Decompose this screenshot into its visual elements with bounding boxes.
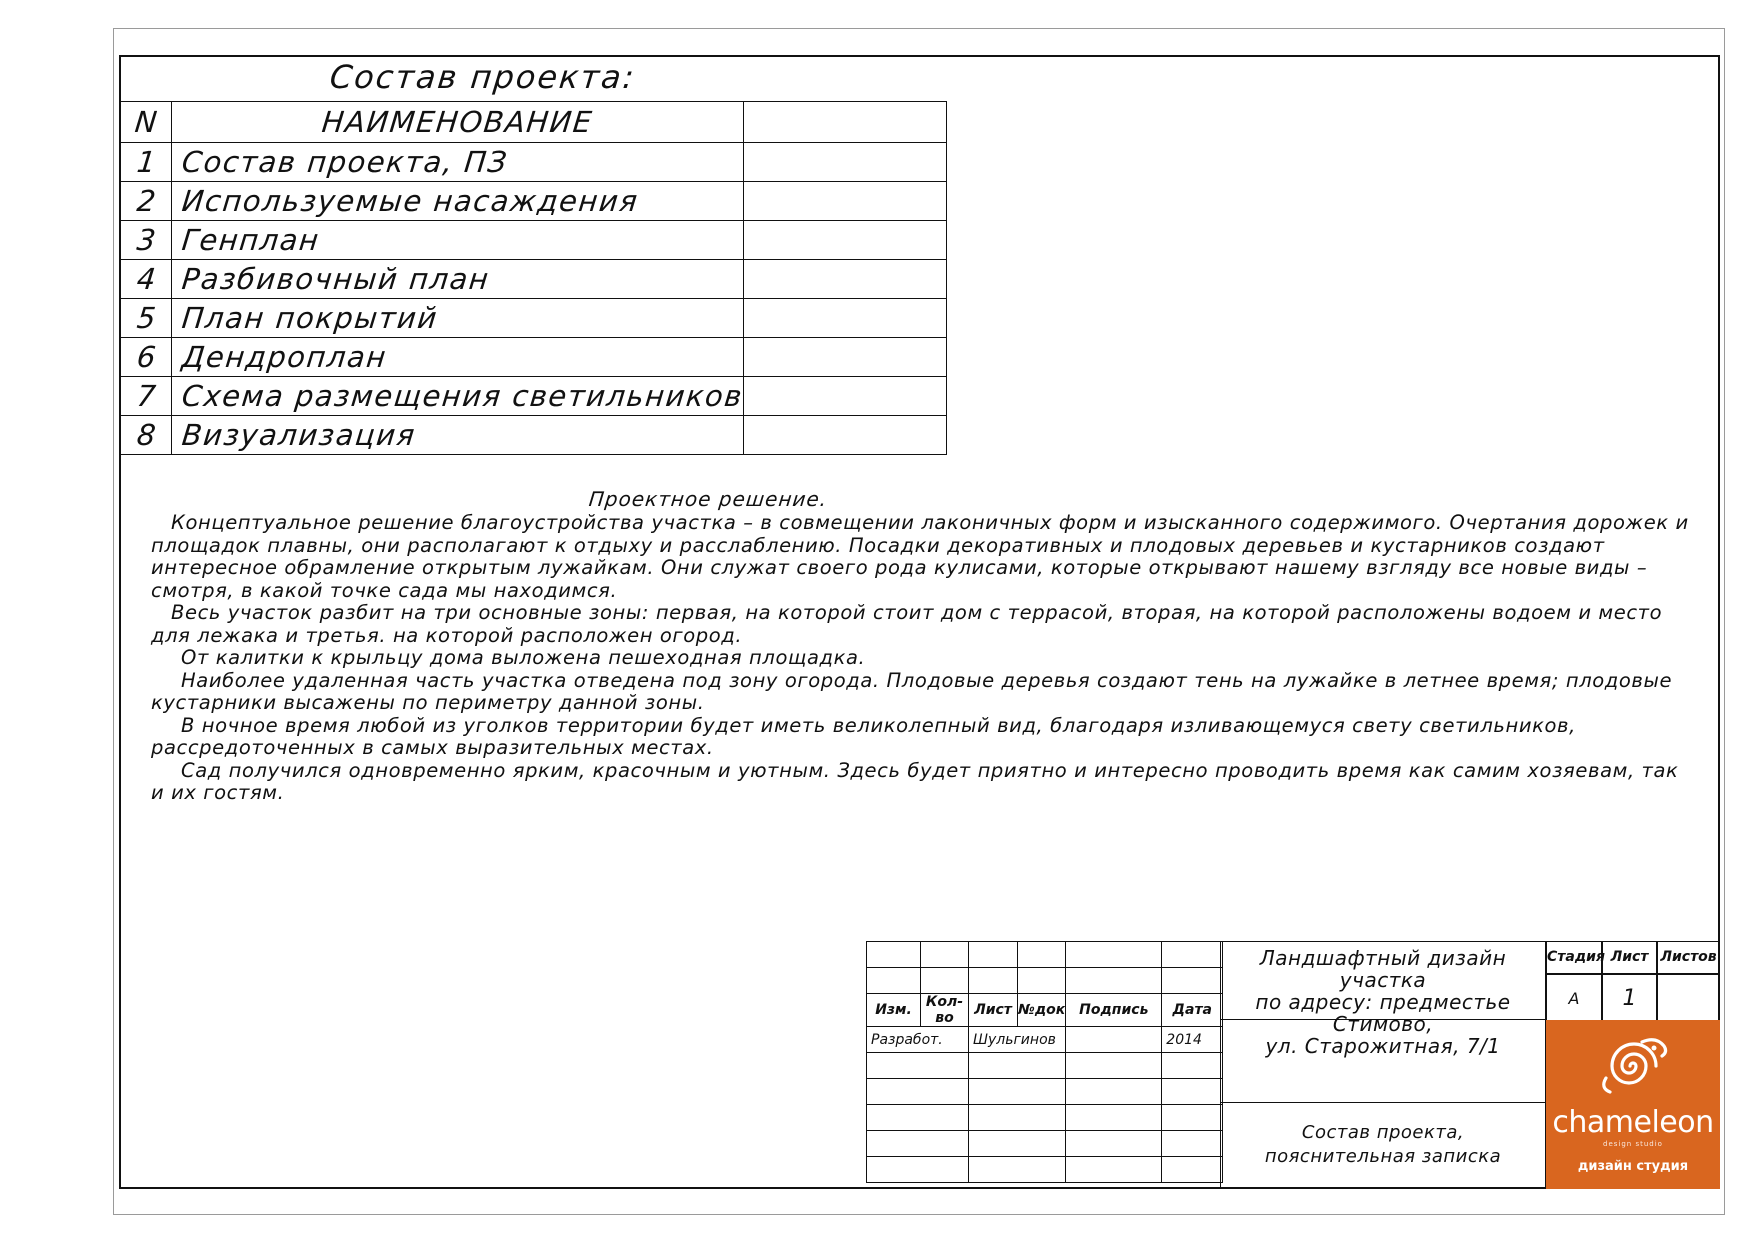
table-row bbox=[121, 377, 947, 416]
row-name: Дендроплан bbox=[172, 338, 744, 377]
developer-role: Разработ. bbox=[867, 1027, 969, 1053]
row-num: 8 bbox=[121, 416, 172, 455]
solution-paragraph: От калитки к крыльцу дома выложена пешеходная площадка. bbox=[181, 646, 866, 669]
logo-subtitle: design studio bbox=[1603, 1140, 1663, 1148]
row-num: 7 bbox=[121, 377, 172, 416]
composition-header-row bbox=[121, 102, 947, 143]
stage-label: Стадия bbox=[1546, 941, 1602, 974]
sheet-label: Лист bbox=[1602, 941, 1657, 974]
solution-paragraph: Наиболее удаленная часть участка отведена под зону огорода. Плодовые деревья создают тень на лужайке в летнее время; плодовые кустарники высажены по периметру данной зоны. bbox=[151, 668, 1673, 714]
row-note bbox=[743, 377, 946, 416]
row-name: Используемые насаждения bbox=[172, 182, 744, 221]
stamp-developer-row bbox=[867, 1027, 1223, 1053]
stamp-signature-grid bbox=[866, 941, 1223, 1183]
stamp-header-list: Лист bbox=[969, 994, 1018, 1027]
sheets-label: Листов bbox=[1657, 941, 1720, 974]
table-row bbox=[121, 182, 947, 221]
header-name: НАИМЕНОВАНИЕ bbox=[172, 102, 744, 143]
solution-paragraph: Весь участок разбит на три основные зоны: первая, на которой стоит дом с террасой, вторая, на которой расположены водоем и место для лежака и третья. на которой расположен огород. bbox=[151, 601, 1663, 647]
document-title-line: Состав проекта, bbox=[1301, 1122, 1465, 1143]
solution-text bbox=[151, 512, 1696, 805]
table-row bbox=[121, 221, 947, 260]
row-note bbox=[743, 260, 946, 299]
solution-paragraph: В ночное время любой из уголков территории будет иметь великолепный вид, благодаря изливающемуся свету светильников, рассредоточенных в самых выразительных местах. bbox=[151, 713, 1576, 759]
chameleon-spiral-icon bbox=[1546, 1020, 1720, 1110]
stamp-blank-cell bbox=[1220, 1020, 1546, 1103]
table-row bbox=[121, 260, 947, 299]
row-name: План покрытий bbox=[172, 299, 744, 338]
header-note bbox=[743, 102, 946, 143]
row-note bbox=[743, 299, 946, 338]
stamp-header-row bbox=[867, 994, 1223, 1027]
row-name: Схема размещения светильников bbox=[172, 377, 744, 416]
document-title bbox=[1220, 1103, 1546, 1189]
solution-paragraph: Концептуальное решение благоустройства участка – в совмещении лаконичных форм и изысканного содержимого. Очертания дорожек и площадок плавны, они располагают к отдыху и расслаблению. Посадки декоративных и плодовых деревьев и кустарников создают интересное обрамление открытым лужайкам. Они служат своего рода кулисами, которые открывают нашему взгляду все новые виды – смотря, в какой точке сада мы находимся. bbox=[151, 511, 1689, 602]
stage-value: А bbox=[1546, 974, 1602, 1023]
table-row bbox=[121, 338, 947, 377]
row-num: 6 bbox=[121, 338, 172, 377]
row-name: Визуализация bbox=[172, 416, 744, 455]
stamp-header-data: Дата bbox=[1162, 994, 1223, 1027]
table-row bbox=[121, 299, 947, 338]
row-note bbox=[743, 221, 946, 260]
row-name: Генплан bbox=[172, 221, 744, 260]
solution-paragraph: Сад получился одновременно ярким, красочным и уютным. Здесь будет приятно и интересно проводить время как самим хозяевам, так и их гостям. bbox=[151, 758, 1679, 804]
table-row bbox=[121, 143, 947, 182]
sheet-value: 1 bbox=[1602, 974, 1657, 1023]
row-name: Состав проекта, ПЗ bbox=[172, 143, 744, 182]
row-num: 3 bbox=[121, 221, 172, 260]
project-title bbox=[1220, 941, 1546, 1058]
stamp-header-kol: Кол-во bbox=[921, 994, 969, 1027]
developer-name: Шульгинов bbox=[969, 1027, 1066, 1053]
composition-table bbox=[120, 101, 947, 455]
project-title-line: по адресу: предместье Стимово, bbox=[1255, 990, 1511, 1036]
row-name: Разбивочный план bbox=[172, 260, 744, 299]
table-row bbox=[121, 416, 947, 455]
stamp-header-ndok: №док bbox=[1018, 994, 1066, 1027]
stamp-header-podpis: Подпись bbox=[1066, 994, 1162, 1027]
row-num: 2 bbox=[121, 182, 172, 221]
sheets-value bbox=[1657, 974, 1720, 1023]
header-num: N bbox=[121, 102, 172, 143]
composition-title: Состав проекта: bbox=[328, 58, 638, 96]
row-num: 1 bbox=[121, 143, 172, 182]
logo-wordmark: chameleon bbox=[1552, 1105, 1714, 1140]
row-note bbox=[743, 338, 946, 377]
row-num: 5 bbox=[121, 299, 172, 338]
developer-year: 2014 bbox=[1162, 1027, 1223, 1053]
row-num: 4 bbox=[121, 260, 172, 299]
project-title-line: ул. Старожитная, 7/1 bbox=[1265, 1034, 1501, 1058]
row-note bbox=[743, 143, 946, 182]
studio-logo bbox=[1546, 1020, 1720, 1189]
logo-caption: дизайн студия bbox=[1577, 1159, 1689, 1174]
project-title-line: Ландшафтный дизайн участка bbox=[1259, 946, 1507, 992]
solution-heading: Проектное решение. bbox=[587, 487, 829, 511]
document-title-line: пояснительная записка bbox=[1264, 1146, 1502, 1167]
stamp-header-izm: Изм. bbox=[867, 994, 921, 1027]
row-note bbox=[743, 416, 946, 455]
row-note bbox=[743, 182, 946, 221]
